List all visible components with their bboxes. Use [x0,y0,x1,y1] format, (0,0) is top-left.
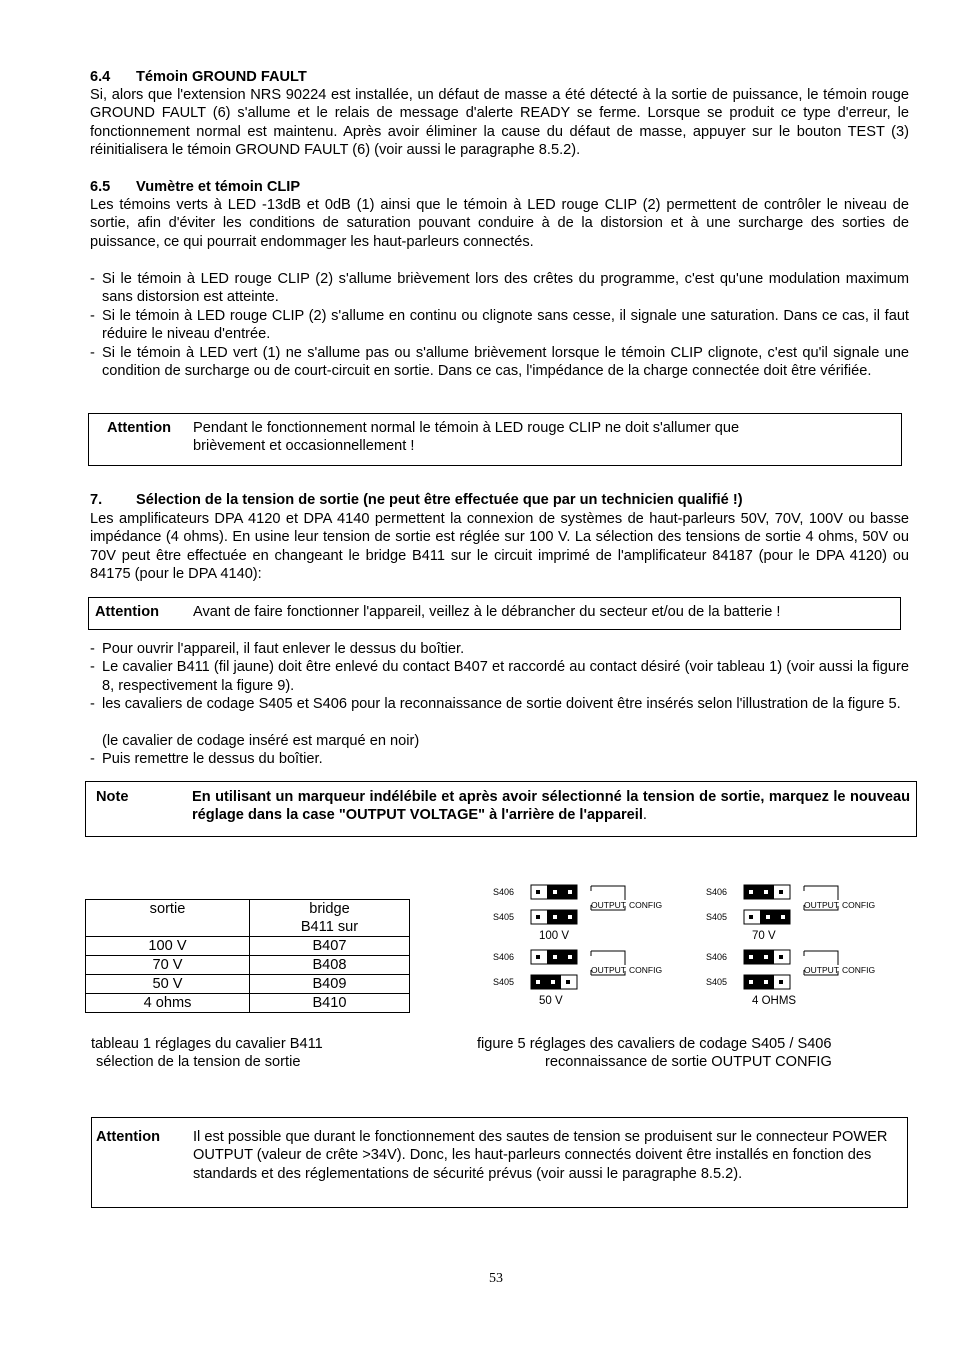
jumper-cap [547,910,577,924]
note-text-bold: En utilisant un marqueur indélébile et après avoir sélectionné la tension de sortie, marquez le nouveau réglage dans la case "OUTPUT VOLTAGE" à l'arrière de l'appareil [192,789,910,824]
jumper-label-s406: S406 [706,887,728,897]
jumper-pin [749,890,753,894]
caption-line: sélection de la tension de sortie [96,1054,301,1071]
output-config-label: OUTPUT [804,900,839,910]
table-row [86,994,410,1013]
config-connector-line [591,886,625,900]
header-line: bridge [309,901,350,917]
jumper-pin [536,890,540,894]
config-connector-line [804,951,838,965]
jumper-label-s406: S406 [493,952,515,962]
section-number: 6.4 [90,69,111,85]
jumper-pin [779,890,783,894]
table-cell: 50 V [86,975,250,994]
jumper-pin [764,980,768,984]
jumper-pin [536,980,540,984]
output-config-label: OUTPUT [591,965,626,975]
attention-text: Il est possible que durant le fonctionnement des sautes de tension se produisent sur le connecteur POWER OUTPUT (valeur de crête >34V). Donc, les haut-parleurs connectés doivent être installés en fonction des standards et des réglementations de sécurité prévus (voir aussi le paragraphe 8.5.2). [193,1129,888,1182]
table-caption [91,1035,323,1072]
section-6-5-text: Les témoins verts à LED -13dB et 0dB (1) ainsi que le témoin à LED rouge CLIP (2) permettent de contrôler le niveau de sortie, afin d'éviter les conditions de saturation pouvant conduire à de la distorsion et à une surcharge des sorties de puissance, ce qui pourrait endommager les haut-parleurs connectés. [90,197,909,250]
jumper-pin [553,955,557,959]
table-b411 [85,899,410,1013]
attention-label: Attention [107,420,172,436]
section-7-text: Les amplificateurs DPA 4120 et DPA 4140 permettent la connexion de systèmes de haut-parleurs 50V, 70V, 100V ou basse impédance (4 ohms). En usine leur tension de sortie est réglée sur 100 V. La sélection des tensions de sortie 4 ohms, 50V ou 70V peut être effectuée en changeant le bridge B411 sur le circuit imprimé de l'amplificateur 84187 (pour le DPA 4120) ou 84175 (pour le DPA 4140): [90,511,909,583]
jumper-pin [779,980,783,984]
attention-label: Attention [96,1129,161,1145]
clip-list [90,270,909,380]
attention-box-power-output [91,1117,908,1208]
section-6-4-text: Si, alors que l'extension NRS 90224 est installée, un défaut de masse a été détecté à la sortie de puissance, le témoin rouge GROUND FAULT (6) s'allume et le relais de message d'alerte READY se ferme. Lorsque se produit ce type d'erreur, le fonctionnement normal est maintenu. Après avoir éliminer la cause du défaut de masse, appuyer sur le bouton TEST (3) réinitialisera le témoin GROUND FAULT (6) (voir aussi le paragraphe 8.5.2). [90,87,909,159]
jumper-pin [766,915,770,919]
attention-box-clip [88,413,902,466]
table-cell: B409 [250,975,410,994]
header-cell [250,900,410,937]
jumper-cap [547,885,577,899]
table-cell: 70 V [86,956,250,975]
section-6-5-heading [90,178,910,196]
jumper-pin [749,980,753,984]
jumper-pin [536,955,540,959]
list-item: - Si le témoin à LED rouge CLIP (2) s'allume brièvement lors des crêtes du programme, c'est qu'une modulation maximum sans distorsion est atteinte. [90,270,909,307]
output-config-label: CONFIG [842,965,876,975]
page-number: 53 [489,1271,503,1286]
section-title: Témoin GROUND FAULT [136,69,307,85]
table-cell: B407 [250,937,410,956]
steps-list-end [90,750,909,768]
jumper-cap [744,975,774,989]
jumper-label-s406: S406 [706,952,728,962]
table-cell: B408 [250,956,410,975]
list-item: - les cavaliers de codage S405 et S406 pour la reconnaissance de sortie doivent être insérés selon l'illustration de la figure 5. [90,695,909,713]
table-cell: B410 [250,994,410,1013]
table-row [86,937,410,956]
output-config-label: OUTPUT [591,900,626,910]
jumper-pin [749,955,753,959]
section-number: 7. [90,492,103,508]
attention-text: Avant de faire fonctionner l'appareil, veillez à le débrancher du secteur et/ou de la batterie ! [193,604,781,620]
note-box [85,781,917,837]
jumper-cap [547,950,577,964]
section-title: Vumètre et témoin CLIP [136,179,301,195]
list-item: - Pour ouvrir l'appareil, il faut enlever le dessus du boîtier. [90,640,909,658]
jumper-label-s405: S405 [706,977,728,987]
jumper-pin [566,980,570,984]
table-header-row [86,900,410,937]
list-item: - Si le témoin à LED vert (1) ne s'allume pas ou s'allume brièvement lorsque le témoin CLIP clignote, c'est qu'il signale une condition de surcharge ou de court-circuit en sortie. Dans ce cas, l'impédance de la charge connectée doit être vérifiée. [90,344,909,381]
caption-line: reconnaissance de sortie OUTPUT CONFIG [545,1054,832,1071]
output-config-label: CONFIG [629,900,663,910]
jumper-cap [744,885,774,899]
panel-voltage-label: 50 V [539,995,563,1007]
section-6-4-heading [90,68,910,86]
jumper-pin [551,980,555,984]
attention-label: Attention [95,604,160,620]
jumper-pin [568,915,572,919]
jumper-label-s405: S405 [706,912,728,922]
jumper-pin [568,890,572,894]
section-title: Sélection de la tension de sortie (ne peut être effectuée que par un technicien qualifié !) [136,492,743,508]
jumper-pin [553,890,557,894]
jumper-pin [764,890,768,894]
config-connector-line [804,886,838,900]
table-cell: 4 ohms [86,994,250,1013]
figure-5-jumpers [480,875,890,1010]
output-config-label: OUTPUT [804,965,839,975]
jumper-pin [764,955,768,959]
table-cell: 100 V [86,937,250,956]
output-config-label: CONFIG [629,965,663,975]
panel-voltage-label: 4 OHMS [752,995,797,1007]
jumper-label-s405: S405 [493,977,515,987]
figure-content [493,885,875,1007]
list-item: - Le cavalier B411 (fil jaune) doit être enlevé du contact B407 et raccordé au contact désiré (voir tableau 1) (voir aussi la figure 8, respectivement la figure 9). [90,658,909,695]
panel-voltage-label: 100 V [539,930,570,942]
jumper-cap [760,910,790,924]
jumper-label-s405: S405 [493,912,515,922]
jumper-pin [568,955,572,959]
note-text-end: . [642,807,647,824]
caption-line: tableau 1 réglages du cavalier B411 [91,1036,323,1052]
attention-box-power [88,597,901,630]
config-connector-line [591,951,625,965]
figure-caption [477,1035,832,1072]
note-text [192,788,910,825]
list-item: - Si le témoin à LED rouge CLIP (2) s'allume en continu ou clignote sans cesse, il signale une saturation. Dans ce cas, il faut réduire le niveau d'entrée. [90,307,909,344]
section-7-heading [90,491,910,509]
jumper-pin [553,915,557,919]
table-row [86,975,410,994]
jumper-cap [744,950,774,964]
caption-line: figure 5 réglages des cavaliers de codage S405 / S406 [477,1036,832,1052]
jumper-pin [749,915,753,919]
table-row [86,956,410,975]
section-number: 6.5 [90,179,111,195]
steps-list [90,640,909,714]
header-line: B411 sur [300,919,359,935]
panel-voltage-label: 70 V [752,930,776,942]
note-label: Note [96,789,129,805]
jumper-pin [536,915,540,919]
steps-note: (le cavalier de codage inséré est marqué en noir) [102,733,420,749]
jumper-label-s406: S406 [493,887,515,897]
header-cell: sortie [86,900,250,937]
list-item: - Puis remettre le dessus du boîtier. [90,750,909,768]
jumper-cap [531,975,561,989]
output-config-label: CONFIG [842,900,876,910]
jumper-pin [781,915,785,919]
jumper-pin [779,955,783,959]
attention-text: Pendant le fonctionnement normal le témoin à LED rouge CLIP ne doit s'allumer que brièvement et occasionnellement ! [193,420,740,455]
